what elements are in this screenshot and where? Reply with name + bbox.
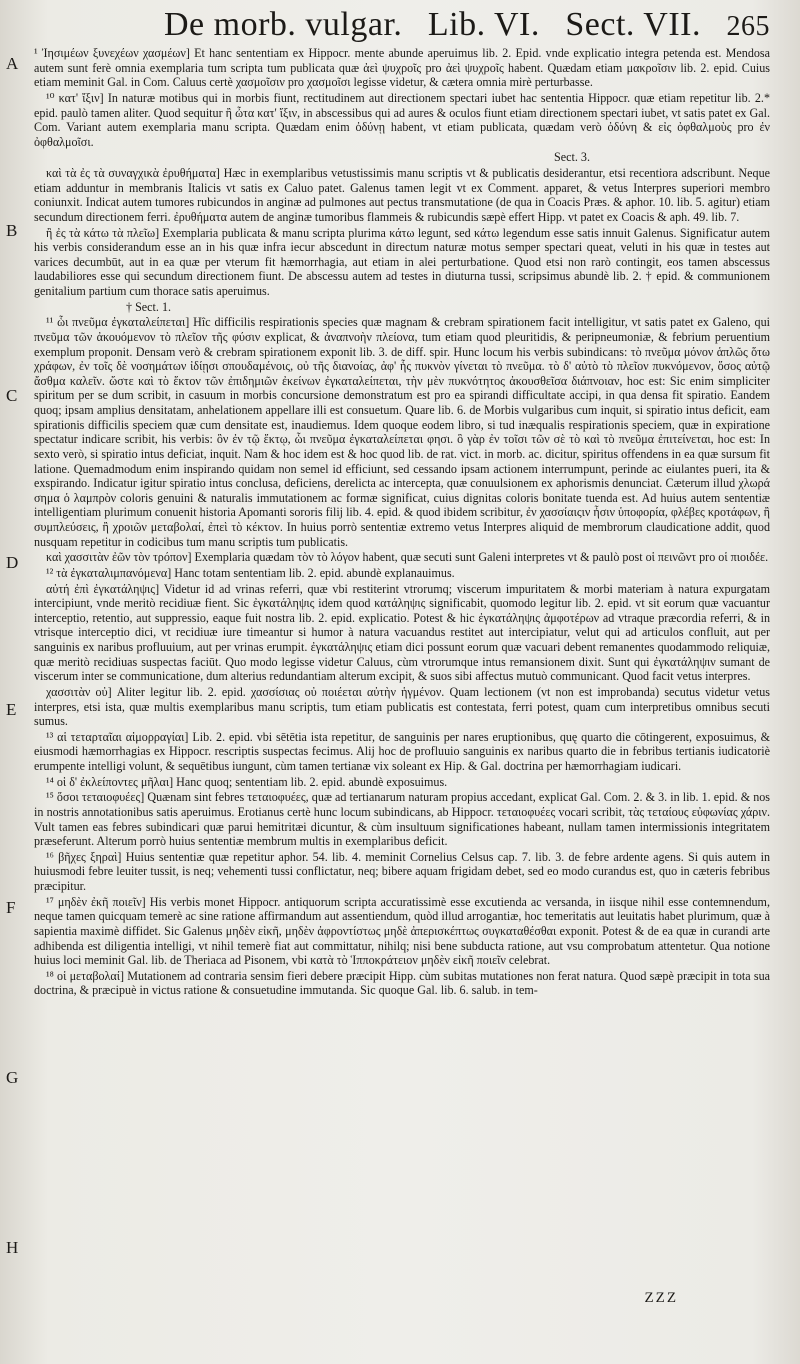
head-section: Sect. VII.	[565, 6, 701, 43]
catchword: ZZZ	[644, 1290, 678, 1306]
paragraph: αὐτή ἐπὶ ἐγκατάληψις] Videtur id ad vrinas referri, quæ vbi restiterint vtrorumq; viscerum impuritatem & morbi materiam à natura expurgatam intercipiunt, vnde meritò recidiuæ fient. Sic ἐγκατάληψις idem quod κατάληψις significabit, quomodo legitur lib. 2. epid. vt sit eorum quæ vacuantur interceptio, retentio, aut suppressio, eaque fuit nostra lib. 2. epid. explicatio. Potest & hic ἐγκατάληψις ἀμφοτέρων ad vtraque præcordia referri, & in vtrisque interceptio dici, vt recidiuæ iure timeantur si humor à natura vacuandus restitet aut intercipiatur, velut qui ad articulos confluit, aut per sanguinis ex naribus profluuium, aut per vrinas erumpit. ἐγκατάληψις etiam dici possunt eorum quæ vacuari debent remanentes quodammodo reliquiæ, quæ meritò recidiuas suspectas faciūt. Quo modo legisse videtur Caluus, cùm vtrorumque intus remansionem dixit. Sunt qui ἐγκατάληψιν sumant de viscerum inter se communicatione, dum alterius redundantiam alterum excipit, & suos sibi affectus mutuò communicant. Quod facit vetus interpres.	[34, 581, 770, 684]
paragraph: ¹⁶ βῆχες ξηραὶ] Huius sententiæ quæ repetitur aphor. 54. lib. 4. meminit Cornelius Celsus cap. 7. lib. 3. de febre ardente agens. Si quis autem in huiusmodi febre leuiter tussit, is neq; vehementi tussi conflictatur, neq; bibere aquam frigidam debet, sed eo modo curandus est, quo in cæteris febribus præcipitur.	[34, 849, 770, 893]
margin-letter-a: A	[6, 54, 19, 73]
paragraph: ¹² τὰ ἐγκαταλιμπανόμενα] Hanc totam sententiam lib. 2. epid. abundè explanauimus.	[46, 565, 455, 580]
paragraph: ¹⁰ κατ' ἴξιν] In naturæ motibus qui in morbis fiunt, rectitudinem aut directionem spectari iubet hac sententia Hippocr. quæ etiam repetitur lib. 2.* epid. paulò tamen aliter. Quod sequitur ἢ ὦτα κατ' ἴξιν, in abscessibus qui ad aures & oculos fiunt etiam directionem spectari iubet, vt satis patet ex Gal. Com. Variant autem exemplaria manu scripta. Quædam enim ὀδύνῃ habent, vt etiam publicata, quædam verò ὀδύνη & εἰς ὀφθαλμοὺς pro ἐν ὀφθαλμοῖσι.	[34, 90, 770, 149]
commentary-text	[34, 46, 770, 998]
paragraph: ¹¹ ὧι πνεῦμα ἐγκαταλείπεται] Hîc difficilis respirationis species quæ magnam & crebram spirationem facit intelligitur, vt satis patet ex Galeno, qui πνεῦμα τῶν ἀκουόμενον τὸ πλεῖον τῆς φύσιν explicat, & ἀναπνοὴν πλείονα, tum etiam quod pleuritidis, & peripneumoniæ, & febrium peruentium exemplum proponit. Densam verò & crebram spirationem exponit lib. 3. de diff. spir. Hunc locum his verbis subindicans: τὸ πνεῦμα μόνον ἁπλῶς ὅτω χράφων, ἐν τοῖς δὲ νοσημάτων ἰδίῃσι σπουδαμένοις, οὐ τῆς διανοίας, ἀφ' ἧς πυκνὸν γίνεται τὸ πνεῦμα. τὸ δ' αὐτὸ τὸ πλεῖον πυκνόμενον, ὅσος αὐτῷ ἄσθμα καλεῖν. ὥστε καὶ τὸ ἕκτον τῶν ἐπιδημιῶν ἐκείνων ἐγκαταλείπεται, τὴν μὲν πυκνότητος ἀκουσθεῖσα διάπνοιαν, hoc est: Sic enim simpliciter spiritum per se dum scribit, in casuum in morbis concursione demonstratum est pro ea spirandi difficultate accipi, in qua densa fit spiratio. Eandem quoq; ipsam amplius densitatam, anhelationem appellare illi est consuetum. Quare lib. 6. de Morbis vulgaribus cum inquit, si spiratio intus deficit, eam spirationis difficilis speciem quæ cum densitate est, inaudiemus. Idem quoque eodem libro, si tud inæqualis respirationis speciem, quæ in expiratione spectatur indicare scribit, his verbis: ὃν ἐν τῷ ἕκτῳ, ὧι πνεῦμα ἐγκαταλείπεται φησι. ὃ γὰρ ἐν τοῖσι τῶν σὲ τὸ καὶ τὸ πνεῦμα ἐπιτείνεται, hoc est: In sexto verò, si spiratio intus deficiat, inquit. Nam & hoc idem est & hoc quod lib. de rat. vict. in morb. ac. dicitur, spiritus offendens in ea quæ sursum fit latione. Quemadmodum enim inspirando quidam non semel id efficiunt, sed cessando ipsam actionem interrumpunt, perinde ac eiulantes pueri, ita & exspirando. Indicatur igitur spiratio intus conclusa, deficiens, derelicta ac intercepta, quæ conuulsionem ex aphorismis denunciat. Cæterum illud χλωρά σημα ὁ λαμπρὸν coloris genuini & naturalis immutationem ac formæ significat, cuius dignitas coloris bonitate tuenda est. Ad huius autem sententiæ intelligentiam plurimum conuenit historia Apomanti sororis filij lib. 4. epid. & quod ibidem scribitur, ἐν χασσίαιςιν ἦσιν ὑποφορία, φλέβες κροτάφων, ἢ συμπλεύσεις, ἢ χροιῶν μεταβολαί, ἐπεὶ τὸ κέκτον. In huius porrò sententiæ extremo vetus Interpres aliquid de membrorum claudicatione addit, quod nusquam repetitur in codicibus tum manu scriptis tum publicatis.	[34, 315, 770, 549]
running-head	[24, 6, 770, 46]
paragraph: ¹⁴ οἱ δ' ἐκλείποντες μῆλαι] Hanc quoq; sententiam lib. 2. epid. abundè exposuimus.	[46, 774, 448, 789]
head-book: Lib. VI.	[427, 6, 540, 43]
margin-letter-f: F	[6, 898, 16, 917]
section-ref: Sect. 3.	[554, 150, 590, 165]
page-number: 265	[726, 11, 770, 42]
section-ref: † Sect. 1.	[126, 299, 172, 314]
margin-letter-g: G	[6, 1068, 19, 1087]
margin-letter-e: E	[6, 700, 17, 719]
margin-letter-d: D	[6, 553, 19, 572]
paragraph: ¹ Ἰησιμέων ξυνεχέων χασμέων] Et hanc sententiam ex Hippocr. mente abunde aperuimus lib. 2. Epid. vnde explicatio integra petenda est. Mendosa autem sunt ferè omnia exemplaria tum scripta tum publicata quæ ἀεὶ ψυχροῖς pro ἀεὶ ψυχροῖς habent. Quædam etiam μακροῖσιν lib. 2. epid. Cuius etiam meminit Gal. in Com. Caluus certè χασμοῖσιν pro χασμοῖσι legisse videtur, & cætera omnia mirè perturbasse.	[34, 46, 770, 90]
margin-letter-h: H	[6, 1238, 19, 1257]
head-title: De morb. vulgar.	[164, 6, 403, 43]
margin-letter-c: C	[6, 386, 18, 405]
paragraph: καὶ τὰ ἐς τὰ συναγχικὰ ἐρυθήματα] Hæc in exemplaribus vetustissimis manu scriptis vt & publicatis desiderantur, etsi recentiora adscribunt. Neque etiam adduntur in membranis Italicis vt satis ex Caluo patet. Galenus tamen legit vt ex Comment. apparet, & vetus Interpres superiori membro coniunxit. Indicat autem tumores rubicundos in anginæ ad pulmones aut pectus transmutatione (de qua in Coacis Præs. & aphor. 10. lib. 5. agitur) etiam secundum directionem ferri. ἐρυθήματα autem de anginæ tumoribus flammeis & rubicundis sæpè effert Hipp. vt patet ex Coacis & aph. 49. lib. 7.	[34, 166, 770, 224]
paragraph: χασσιτὰν οὐ] Aliter legitur lib. 2. epid. χασσίσιας οὐ ποιέεται αὐτὴν ἡγμένον. Quam lectionem (vt non est improbanda) secutus videtur vetus interpres, etsi ista, quæ multis exemplaribus manu scriptis, tum etiam publicatis est contestata, ferri potest, quam cum interpretibus omnibus secuti sumus.	[34, 684, 770, 729]
margin-letter-b: B	[6, 221, 18, 240]
paragraph: καὶ χασσιτὰν ἐῶν τὸν τρόπον] Exemplaria quædam τὸν τὸ λόγον habent, quæ secuti sunt Galeni interpretes vt & paulò post οἱ πεινῶντ pro οἱ πιοιδέε.	[46, 550, 769, 565]
paragraph: ¹⁸ οἱ μεταβολαί] Mutationem ad contraria sensim fieri debere præcipit Hipp. cùm subitas mutationes non ferat natura. Quod sæpè præcipit in tota sua doctrina, & præcipuè in victus ratione & consuetudine immutanda. Sic quoque Gal. lib. 6. salub. in tem-	[34, 968, 770, 998]
paragraph: ¹⁵ ὅσοι τεταιοφυέες] Quænam sint febres τεταιοφυέες, quæ ad tertianarum naturam propius accedant, explicat Gal. Com. 2. & 3. in lib. 1. epid. & nos in nostris annotationibus satis aperuimus. Erotianus certè hunc locum subindicans, ab Hippocr. τεταιοφυέες vocari scribit, τὰς τεταίους εὐφωνίας χάριν. Vult tamen eas febres subindicari quæ parui hemitritæi dicuntur, & cùm insultuum significationes habeant, nullam tamen intermissionis integritatem præseferunt. Alterum porrò huius sententiæ membrum multis in exemplaribus deficit.	[34, 790, 770, 849]
paragraph: ¹⁷ μηδὲν ἐκῆ ποιεῖν] His verbis monet Hippocr. antiquorum scripta accuratissimè esse excutienda ac versanda, in iisque nihil esse contemnendum, neque tamen quicquam temerè ac sine ratione affirmandum aut assentiendum, quòd illud arrogantiæ, hoc temeritatis aut leuitatis habet plurimum, quæ à sapientia maximè diffidet. Sic Galenus μηδὲν εἰκῆ, μηδὲν ἀφροντίστως μηδὲ ἀπερισκέπτως συγκαταθέσθαι exponit. Potest & de ea quæ in curandi arte adhibenda est diligentia intelligi, vt nihil temerè fiat aut committatur, nihilq; nisi bene subducta ratione, aut vsu comprobatum attentetur. Qua notione huius loci meminit Gal. lib. de Theriaca ad Pisonem, vbi κατὰ τὸ Ἱπποκράτειον μηδὲν εἰκῆ ποιεῖν celebrat.	[34, 894, 770, 968]
paragraph: ¹³ αἱ τεταρταῖαι αἱμορραγίαι] Lib. 2. epid. vbi sētētia ista repetitur, de sanguinis per nares eruptionibus, quę quarto die cōtingerent, exposuimus, & eiusmodi hæmorrhagias ex Hippocr. rescriptis suspectas fecimus. Alij hoc de profluuio sanguinis ex naribus quarto die in febribus tertianis iudicatoriè erumpente intelligi volunt, & sequētibus iungunt, cùm tamen tertianæ vix soleant ex Hip. & Gal. doctrina per hæmorrhagiam iudicari.	[34, 729, 770, 773]
paragraph: ἢ ἐς τὰ κάτω τὰ πλεῖω] Exemplaria publicata & manu scripta plurima κάτω legunt, sed κάτω legendum esse satis innuit Galenus. Significatur autem his verbis considerandum esse an in his quæ infra iecur abscedunt in directum naturæ motus semper spectari queat, veluti in his quæ in testes aut varices decumbūt, aut in ea quæ per vterum fit hæmorrhagia, aut etiam in alei perturbatione. Quod etsi non rarò contingit, eos tamen abscessus laudabiliores esse qui secundum directionem fiunt. De abscessu autem ad testes in diuturna tussi, scripsimus abundè lib. 2. † epid. & communionem genitalium partium cum thorace satis aperuimus.	[34, 225, 770, 298]
